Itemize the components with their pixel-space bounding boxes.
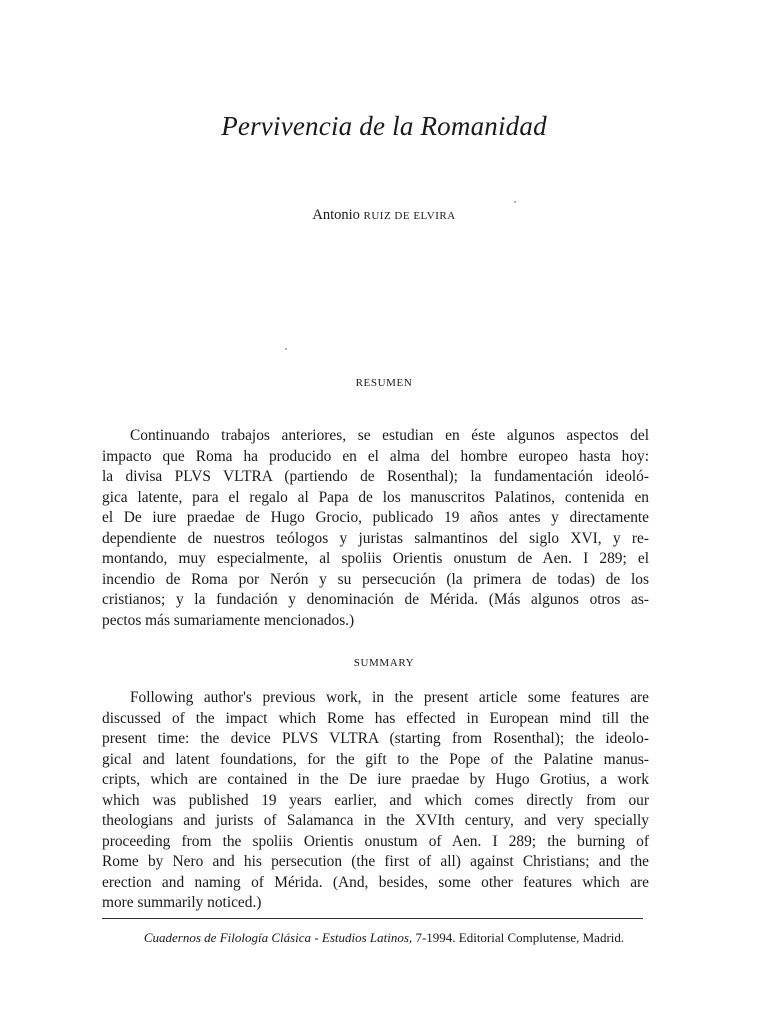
resumen-heading: RESUMEN (355, 377, 413, 389)
scan-speck (285, 348, 287, 350)
summary-line: gical and latent foundations, for the gift to the Pope of the Palatine manus- (102, 750, 649, 768)
footer-citation (0, 930, 768, 946)
resumen-line: Continuando trabajos anteriores, se estudian en éste algunos aspectos del (130, 427, 649, 444)
resumen-line: cristianos; y la fundación y denominación de Mérida. (Más algunos otros as- (102, 591, 649, 608)
author-first-name: Antonio (312, 207, 360, 223)
summary-heading: SUMMARY (353, 657, 415, 669)
resumen-line: pectos más sumariamente mencionados.) (102, 611, 355, 629)
journal-name: Cuadernos de Filología Clásica - Estudios Latinos, (143, 930, 413, 945)
summary-line: Following author's previous work, in the present article some features are (130, 689, 649, 706)
journal-issue: 7-1994. Editorial Complutense, Madrid. (412, 930, 625, 945)
summary-line: erection and naming of Mérida. (And, besides, some other features which are (102, 873, 649, 891)
resumen-line: impacto que Roma ha producido en el alma del hombre europeo hasta hoy: (102, 447, 649, 465)
summary-line: which was published 19 years earlier, and which comes directly from our (102, 791, 649, 809)
summary-line: proceeding from the spoliis Orientis onustum of Aen. I 289; the burning of (102, 832, 649, 850)
author-name (0, 207, 768, 224)
resumen-line: montando, muy especialmente, al spoliis Orientis onustum de Aen. I 289; el (102, 550, 649, 567)
resumen-line: la divisa PLVS VLTRA (partiendo de Rosenthal); la fundamentación ideoló- (102, 468, 649, 485)
summary-line: discussed of the impact which Rome has effected in European mind till the (102, 709, 649, 727)
summary-line: more summarily noticed.) (102, 894, 262, 911)
summary-line: theologians and jurists of Salamanca in the XVIth century, and very specially (102, 812, 649, 829)
summary-line: cripts, which are contained in the De iure praedae by Hugo Grotius, a work (102, 771, 649, 788)
resumen-abstract (102, 426, 649, 631)
summary-line: Rome by Nero and his persecution (the first of all) against Christians; and the (102, 853, 649, 870)
resumen-line: dependiente de nuestros teólogos y juristas salmantinos del siglo XVI, y re- (102, 529, 649, 547)
footer-rule (102, 918, 643, 919)
resumen-line: gica latente, para el regalo al Papa de los manuscritos Palatinos, contenida en (102, 488, 649, 506)
author-last-name: RUIZ DE ELVIRA (363, 210, 456, 222)
resumen-line: el De iure praedae de Hugo Grocio, publicado 19 años antes y directamente (102, 509, 649, 526)
summary-abstract (102, 688, 649, 914)
summary-line: present time: the device PLVS VLTRA (starting from Rosenthal); the ideolo- (102, 730, 649, 747)
article-title: Pervivencia de la Romanidad (221, 111, 547, 141)
resumen-line: incendio de Roma por Nerón y su persecución (la primera de todas) de los (102, 570, 649, 588)
scan-speck (514, 201, 516, 203)
